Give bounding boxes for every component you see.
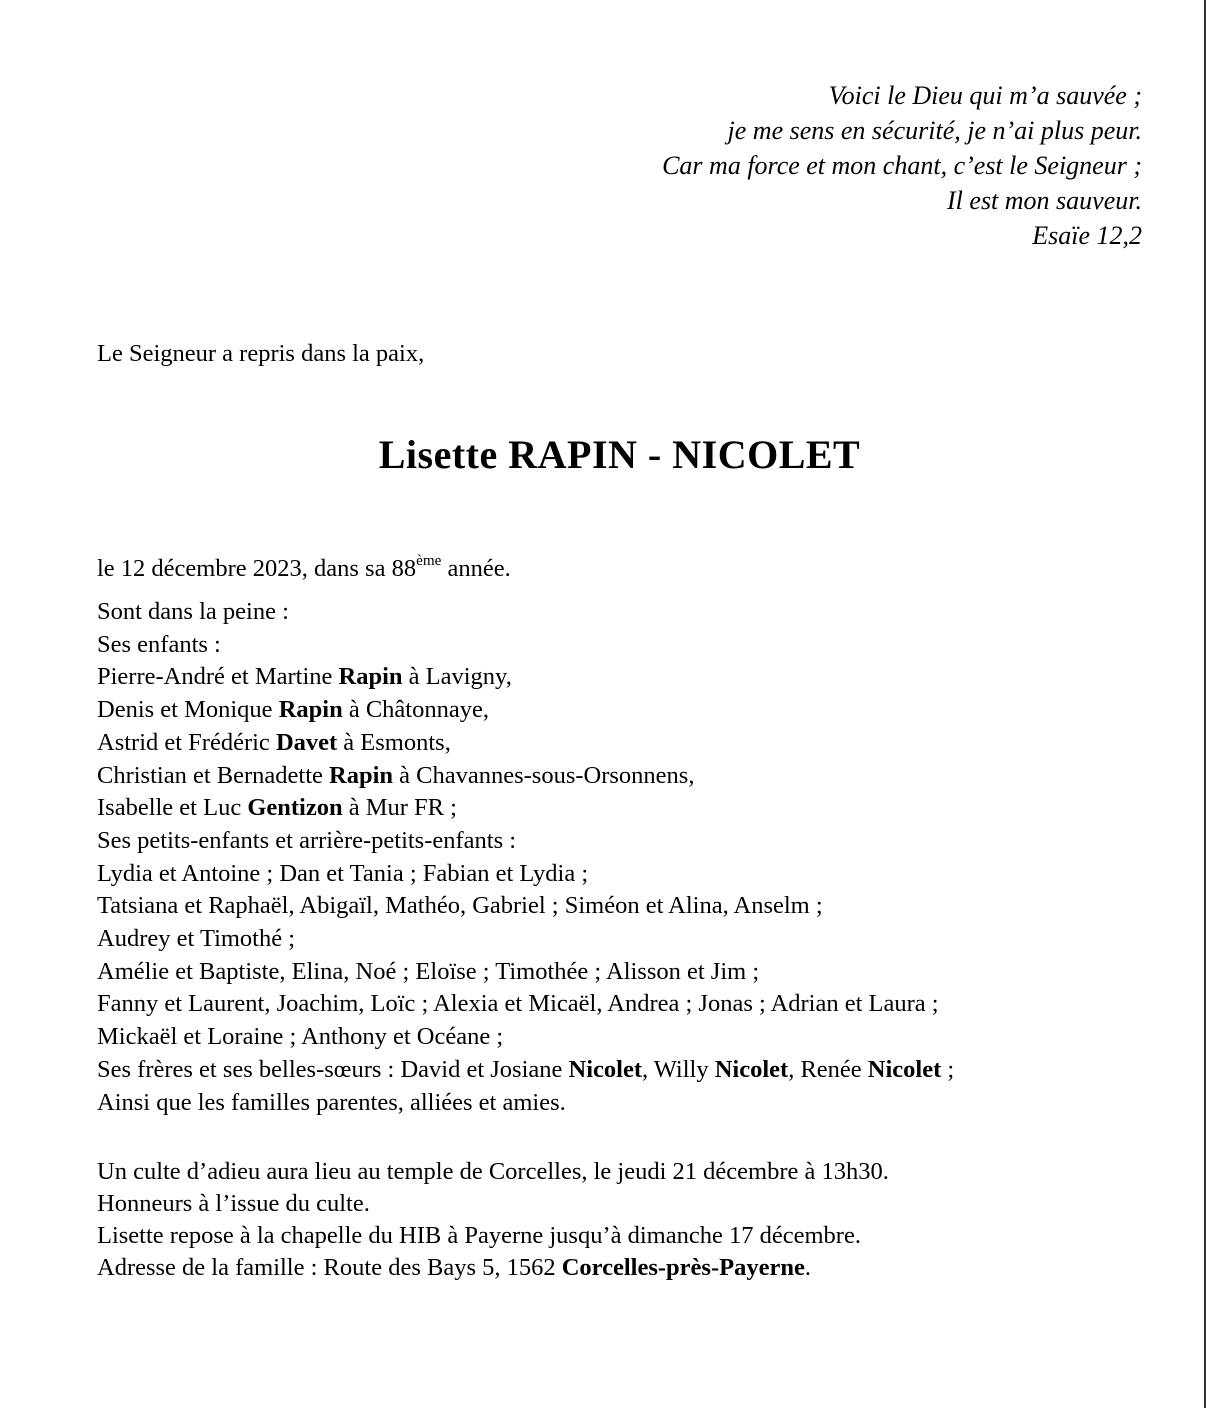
- text-segment: Astrid et Frédéric: [97, 728, 276, 756]
- funeral-details: [97, 1156, 1166, 1284]
- text-segment: à Mur FR ;: [342, 794, 457, 822]
- text-segment: à Lavigny,: [402, 663, 512, 691]
- intro-line: Le Seigneur a repris dans la paix,: [97, 339, 425, 367]
- text-line: [97, 890, 1166, 923]
- text-segment: Lydia et Antoine ; Dan et Tania ; Fabian et Lydia ;: [97, 859, 589, 887]
- text-segment-bold: Nicolet: [714, 1055, 789, 1083]
- text-line: [97, 792, 1166, 825]
- text-line: [97, 858, 1166, 891]
- text-line: [97, 1087, 1166, 1120]
- text-segment: Audrey et Timothé ;: [97, 925, 296, 953]
- text-segment: Amélie et Baptiste, Elina, Noé ; Eloïse ; Timothée ; Alisson et Jim ;: [97, 957, 760, 985]
- text-line: [97, 760, 1166, 793]
- text-segment-bold: Davet: [275, 728, 338, 756]
- text-segment: Ainsi que les familles parentes, alliées et amies.: [97, 1088, 566, 1116]
- epigraph-attribution: Esaïe 12,2: [1032, 221, 1142, 250]
- text-segment: Honneurs à l’issue du culte.: [97, 1190, 370, 1217]
- date-text-suffix: année.: [441, 554, 511, 582]
- text-line: [97, 1252, 1166, 1284]
- text-line: [97, 1021, 1166, 1054]
- text-line: [400, 148, 1142, 183]
- text-segment: Denis et Monique: [97, 696, 279, 724]
- family-list: [97, 596, 1166, 1119]
- text-segment: Voici le Dieu qui m’a sauvée ;: [828, 81, 1142, 110]
- text-segment-bold: Rapin: [338, 663, 403, 691]
- text-segment: Christian et Bernadette: [97, 761, 329, 789]
- text-segment: à Châtonnaye,: [342, 696, 489, 724]
- text-segment: Fanny et Laurent, Joachim, Loïc ; Alexia et Micaël, Andrea ; Jonas ; Adrian et Laura ;: [97, 990, 939, 1018]
- text-line: [400, 183, 1142, 218]
- text-line: [97, 1220, 1166, 1252]
- text-segment-bold: Corcelles-près-Payerne: [561, 1254, 805, 1281]
- text-segment: Ses petits-enfants et arrière-petits-enfants :: [97, 826, 517, 854]
- text-line: [97, 1156, 1166, 1188]
- text-line: [97, 956, 1166, 989]
- text-segment: je me sens en sécurité, je n’ai plus peur.: [727, 116, 1142, 145]
- ordinal-superscript: ème: [416, 551, 442, 569]
- text-segment: ;: [941, 1055, 955, 1083]
- text-segment: à Esmonts,: [337, 728, 451, 756]
- epigraph-lines: [400, 78, 1142, 218]
- text-line: [400, 78, 1142, 113]
- text-line: [97, 1054, 1166, 1087]
- text-segment: Car ma force et mon chant, c’est le Seigneur ;: [662, 151, 1142, 180]
- text-line: [97, 988, 1166, 1021]
- date-text: le 12 décembre 2023, dans sa 88: [97, 554, 417, 582]
- text-line: [97, 923, 1166, 956]
- text-line: [97, 825, 1166, 858]
- text-segment: .: [804, 1254, 811, 1281]
- text-segment: , Willy: [641, 1055, 715, 1083]
- text-segment-bold: Nicolet: [568, 1055, 642, 1083]
- text-line: [97, 661, 1166, 694]
- text-segment: , Renée: [788, 1055, 868, 1083]
- text-segment: Ses frères et ses belles-sœurs : David et Josiane: [97, 1055, 569, 1083]
- text-segment: Isabelle et Luc: [97, 794, 248, 822]
- text-line: [97, 694, 1166, 727]
- text-segment: Lisette repose à la chapelle du HIB à Payerne jusqu’à dimanche 17 décembre.: [97, 1222, 861, 1249]
- text-line: [97, 629, 1166, 662]
- text-segment: Mickaël et Loraine ; Anthony et Océane ;: [97, 1023, 504, 1051]
- text-segment: à Chavannes-sous-Orsonnens,: [393, 761, 695, 789]
- text-segment-bold: Nicolet: [867, 1055, 942, 1083]
- text-segment: Il est mon sauveur.: [947, 186, 1142, 215]
- text-line: [400, 113, 1142, 148]
- text-segment: Un culte d’adieu aura lieu au temple de Corcelles, le jeudi 21 décembre à 13h30.: [97, 1158, 889, 1185]
- text-line: [97, 727, 1166, 760]
- text-line: [97, 1188, 1166, 1220]
- text-segment-bold: Gentizon: [247, 794, 343, 822]
- text-segment-bold: Rapin: [329, 761, 394, 789]
- text-segment-bold: Rapin: [278, 696, 343, 724]
- text-segment: Pierre-André et Martine: [97, 663, 339, 691]
- deceased-name: Lisette RAPIN - NICOLET: [378, 431, 861, 477]
- text-segment: Tatsiana et Raphaël, Abigaïl, Mathéo, Gabriel ; Siméon et Alina, Anselm ;: [97, 892, 823, 920]
- text-segment: Sont dans la peine :: [97, 598, 289, 625]
- text-segment: Adresse de la famille : Route des Bays 5, 1562: [97, 1254, 562, 1281]
- text-line: [97, 596, 1166, 629]
- date-line: [97, 552, 511, 585]
- epigraph: [400, 78, 1142, 253]
- text-segment: Ses enfants :: [97, 630, 221, 658]
